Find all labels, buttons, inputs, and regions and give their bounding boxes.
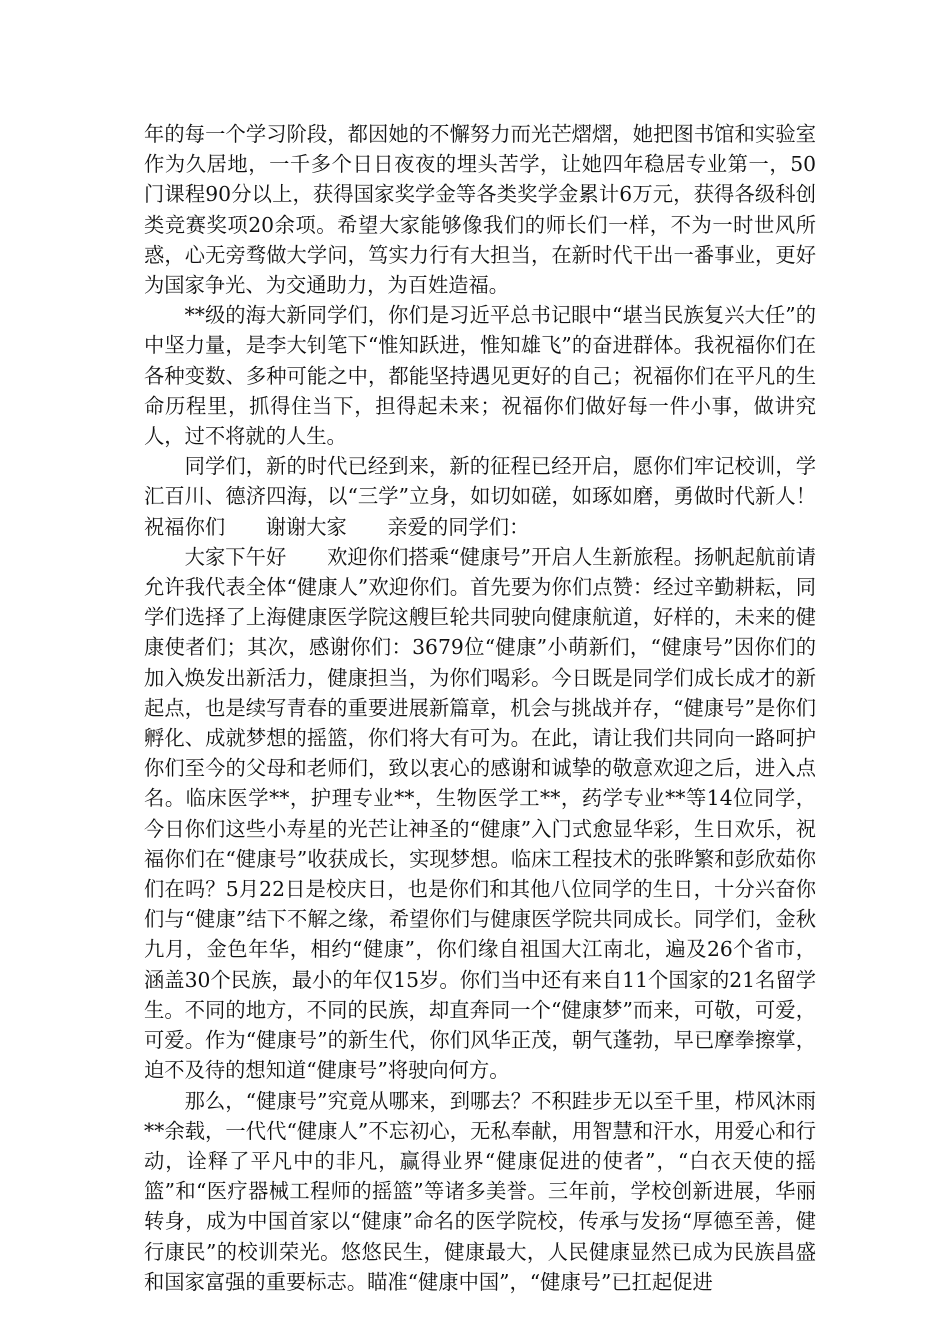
paragraph-5: 那么，“健康号”究竟从哪来，到哪去？不积跬步无以至千里，栉风沐雨**余载，一代代“健康人”不忘初心，无私奉献，用智慧和汗水，用爱心和行动，诠释了平凡中的非凡，赢得业界“健康促进的使者”，“白衣天使的摇篮”和“医疗器械工程师的摇篮”等诸多美誉。三年前，学校创新进展，华丽转身，成为中国首家以“健康”命名的医学院校，传承与发扬“厚德至善，健行康民”的校训荣光。悠悠民生，健康最大，人民健康显然已成为民族昌盛和国家富强的重要标志。瞄准“健康中国”，“健康号”已扛起促进 xyxy=(144,1088,816,1294)
paragraph-2: **级的海大新同学们，你们是习近平总书记眼中“堪当民族复兴大任”的中坚力量，是李大钊笔下“惟知跃进，惟知雄飞”的奋进群体。我祝福你们在各种变数、多种可能之中，都能坚持遇见更好的自己；祝福你们在平凡的生命历程里，抓得住当下，担得起未来；祝福你们做好每一件小事，做讲究人，过不将就的人生。 xyxy=(144,303,816,449)
paragraph-4: 大家下午好 欢迎你们搭乘“健康号”开启人生新旅程。扬帆起航前请允许我代表全体“健康人”欢迎你们。首先要为你们点赞：经过辛勤耕耘，同学们选择了上海健康医学院这艘巨轮共同驶向健康航道，好样的，未来的健康使者们；其次，感谢你们：3679位“健康”小萌新们，“健康号”因你们的加入焕发出新活力，健康担当，为你们喝彩。今日既是同学们成长成才的新起点，也是续写青春的重要进展新篇章，机会与挑战并存，“健康号”是你们孵化、成就梦想的摇篮，你们将大有可为。在此，请让我们共同向一路呵护你们至今的父母和老师们，致以衷心的感谢和诚挚的敬意欢迎之后，进入点名。临床医学**，护理专业**，生物医学工**，药学专业**等14位同学，今日你们这些小寿星的光芒让神圣的“健康”入门式愈显华彩，生日欢乐，祝福你们在“健康号”收获成长，实现梦想。临床工程技术的张晔繁和彭欣茹你们在吗？5月22日是校庆日，也是你们和其他八位同学的生日，十分兴奋你们与“健康”结下不解之缘，希望你们与健康医学院共同成长。同学们，金秋九月，金色年华，相约“健康”，你们缘自祖国大江南北，遍及26个省市，涵盖30个民族，最小的年仅15岁。你们当中还有来自11个国家的21名留学生。不同的地方，不同的民族，却直奔同一个“健康梦”而来，可敬，可爱，可爱。作为“健康号”的新生代，你们风华正茂，朝气蓬勃，早已摩拳擦掌，迫不及待的想知道“健康号”将驶向何方。 xyxy=(144,544,816,1083)
document-page xyxy=(144,119,816,1297)
paragraph-3: 同学们，新的时代已经到来，新的征程已经开启，愿你们牢记校训，学汇百川、德济四海，以“三学”立身，如切如磋，如琢如磨，勇做时代新人！祝福你们 谢谢大家 亲爱的同学们： xyxy=(144,454,816,539)
paragraph-1: 年的每一个学习阶段，都因她的不懈努力而光芒熠熠，她把图书馆和实验室作为久居地，一千多个日日夜夜的埋头苦学，让她四年稳居专业第一，50门课程90分以上，获得国家奖学金等各类奖学金累计6万元，获得各级科创类竞赛奖项20余项。希望大家能够像我们的师长们一样，不为一时世风所惑，心无旁骛做大学问，笃实力行有大担当，在新时代干出一番事业，更好为国家争光、为交通助力，为百姓造福。 xyxy=(144,122,816,298)
